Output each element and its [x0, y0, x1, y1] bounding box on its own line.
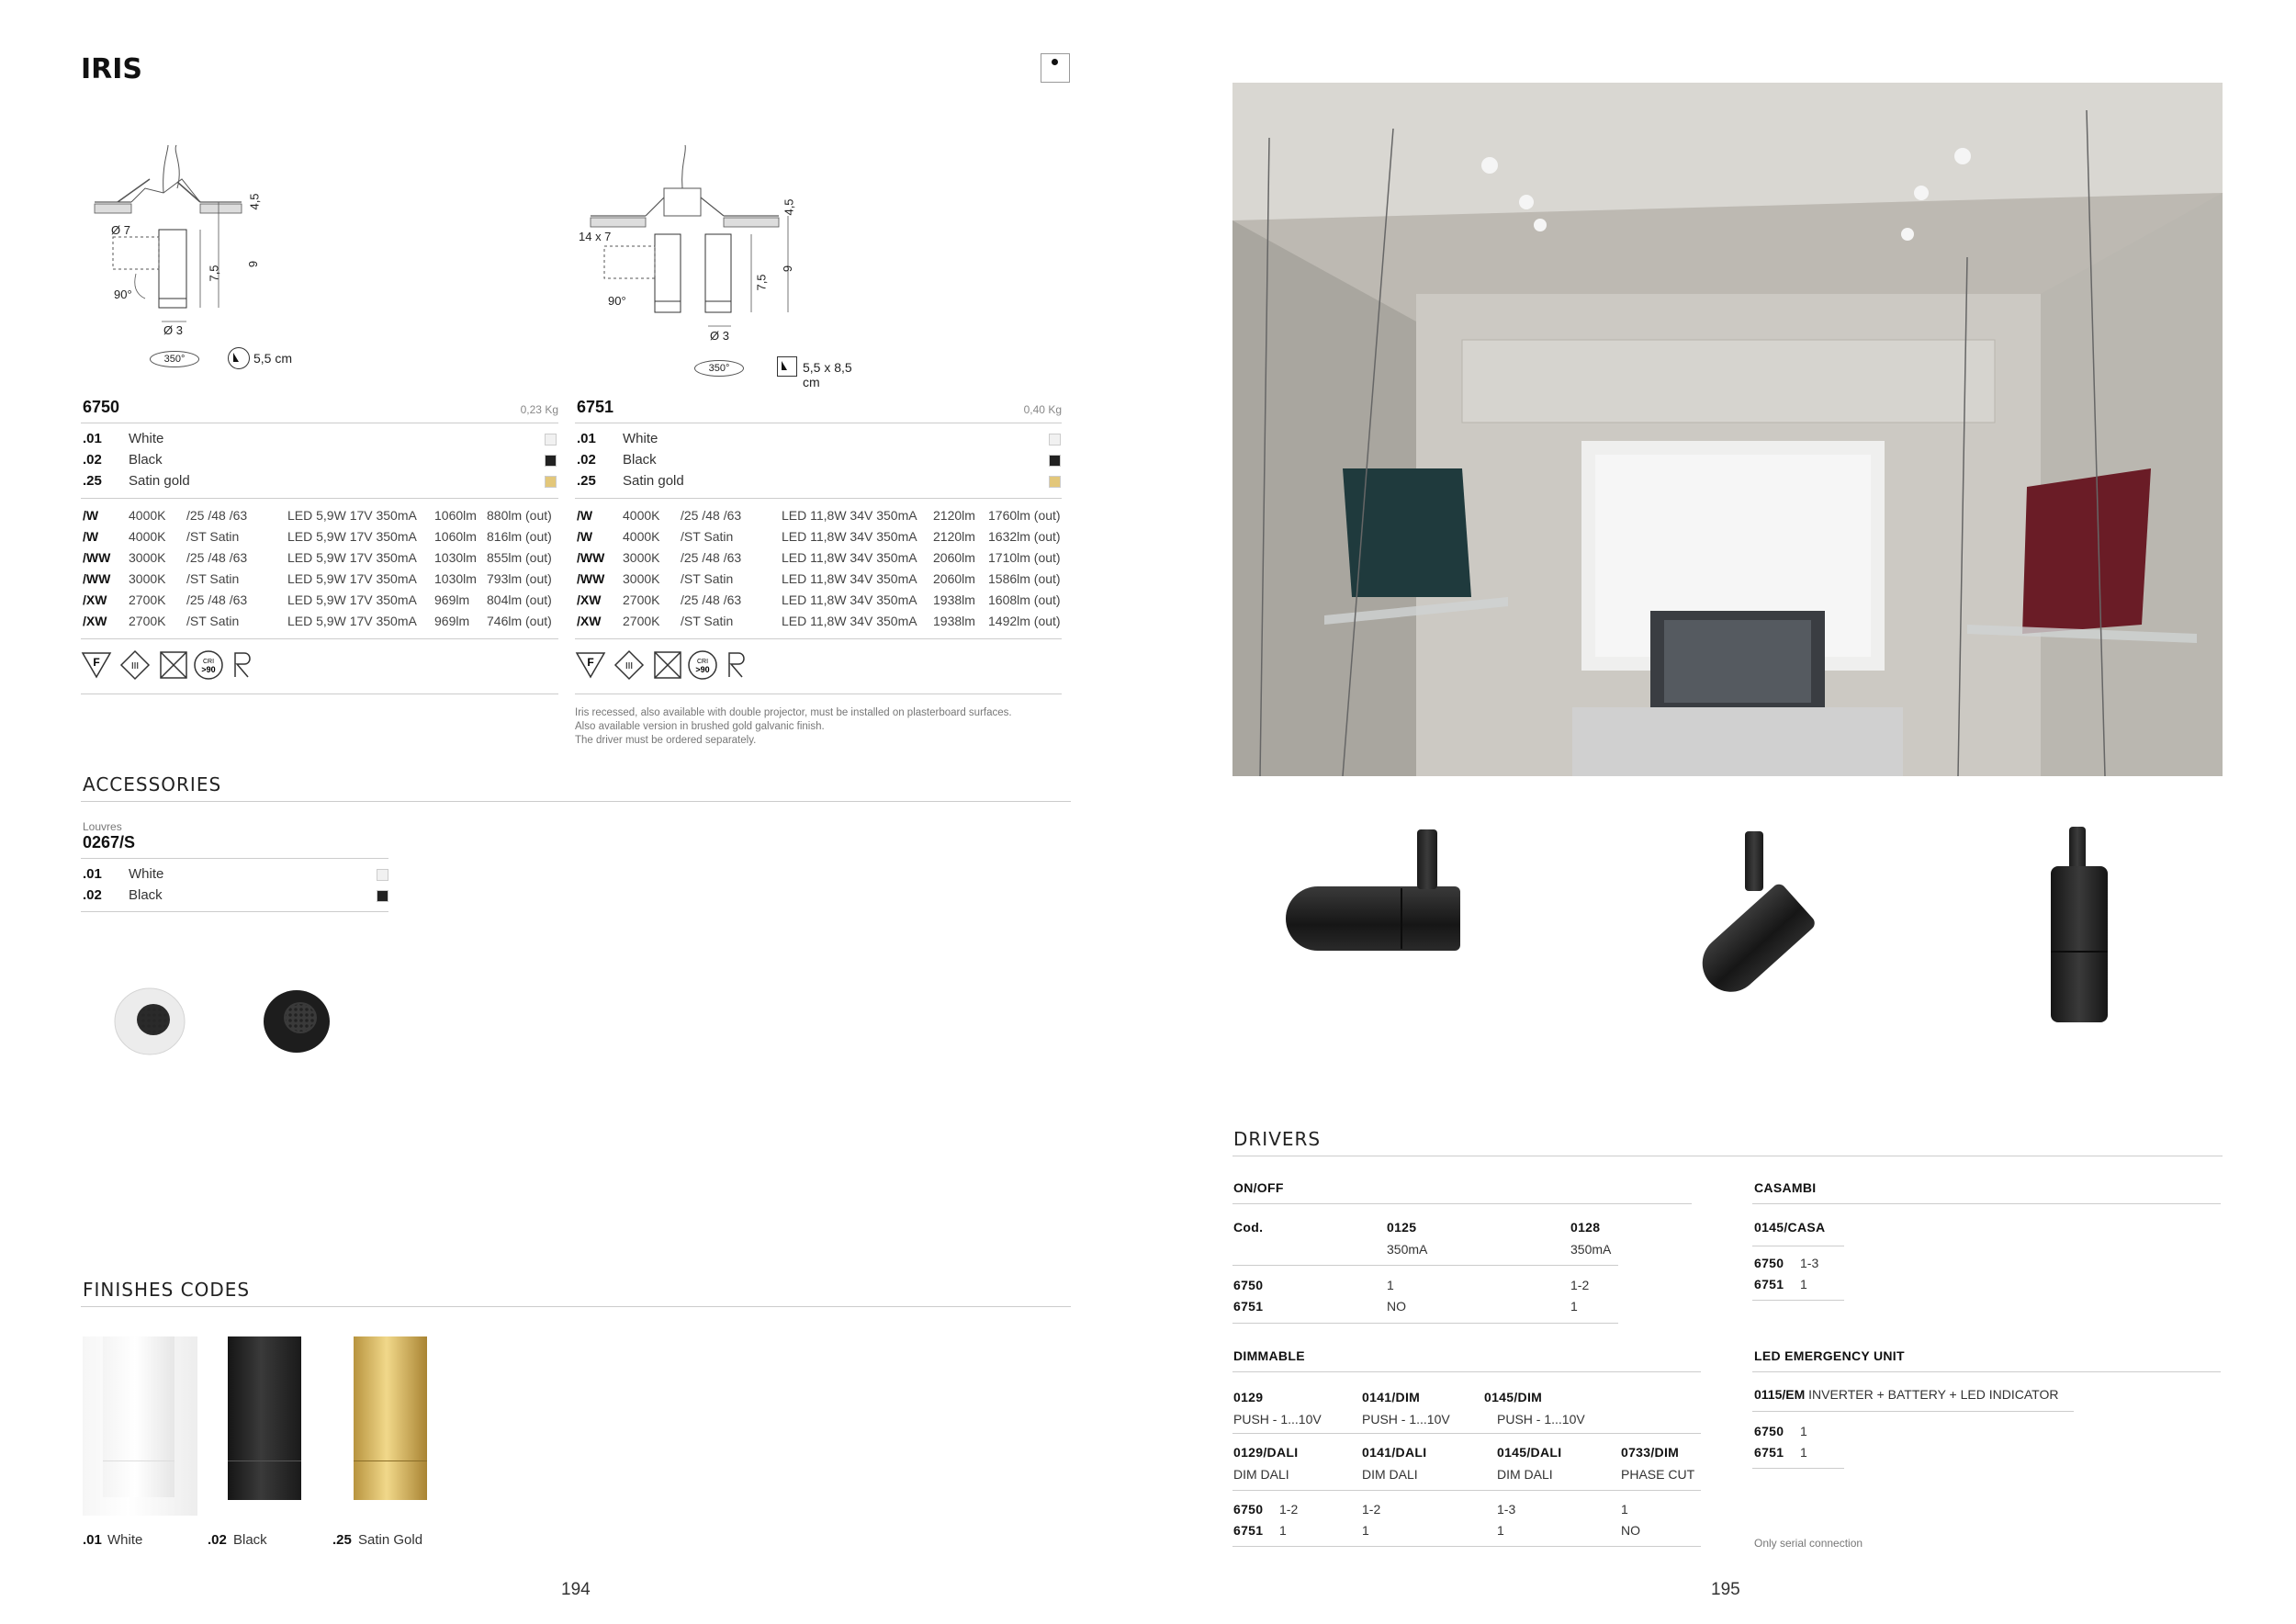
driver-desc: DIM DALI: [1362, 1467, 1418, 1482]
compat-cell: 1: [1497, 1523, 1504, 1538]
spec-cell-led: LED 5,9W 17V 350mA: [287, 529, 417, 544]
drawing-dim-angle: 90°: [114, 288, 132, 301]
finish-label-name: Black: [233, 1532, 267, 1548]
drawing-dim-angle: 90°: [608, 294, 626, 308]
spec-cell-opt: /25 /48 /63: [681, 508, 742, 523]
recessed-icon: [1041, 53, 1070, 83]
driver-code: 0145/CASA: [1754, 1220, 1826, 1235]
louvre-white-image: [96, 974, 207, 1066]
accessory-type: Louvres: [83, 820, 122, 833]
driver-desc: PUSH - 1...10V: [1233, 1412, 1322, 1427]
product-code-cell: 6750: [1233, 1278, 1264, 1292]
certification-icons: [575, 649, 759, 686]
spec-cell-cct: 3000K: [129, 571, 166, 586]
drawing-dim-height: 7,5: [754, 274, 769, 291]
spec-cell-led: LED 5,9W 17V 350mA: [287, 592, 417, 607]
finish-label: .01: [83, 1532, 102, 1548]
spotlight-vertical-image: [2043, 822, 2117, 1033]
spec-cell-code: /W: [577, 529, 593, 544]
color-row: .25: [83, 473, 102, 489]
accessory-color-name: White: [129, 866, 164, 882]
spec-cell-led: LED 11,8W 34V 350mA: [782, 550, 917, 565]
compat-cell: 1-2: [1362, 1502, 1381, 1517]
spec-cell-code: /W: [83, 508, 99, 523]
spec-cell-cct: 4000K: [129, 529, 166, 544]
driver-code: 0733/DIM: [1621, 1445, 1680, 1460]
compat-cell: 1: [1621, 1502, 1628, 1517]
compat-cell: 1: [1387, 1278, 1394, 1292]
product-note: Iris recessed, also available with double projector, must be installed on plasterboard surfaces. Also available version in brushed gold galvanic finish. The driver must be ordered separately.: [575, 707, 1012, 746]
driver-desc: DIM DALI: [1497, 1467, 1553, 1482]
compat-cell: 1: [1800, 1424, 1807, 1438]
class-iii-label: III: [130, 661, 140, 671]
spec-cell-cct: 3000K: [623, 571, 660, 586]
compat-cell: 1-3: [1497, 1502, 1516, 1517]
spec-cell-led: LED 11,8W 34V 350mA: [782, 614, 917, 628]
spec-cell-cct: 3000K: [623, 550, 660, 565]
spec-cell-led: LED 5,9W 17V 350mA: [287, 550, 417, 565]
spec-cell-lm: 1938lm: [933, 614, 975, 628]
driver-desc: PHASE CUT: [1621, 1467, 1695, 1482]
color-row: .25: [577, 473, 596, 489]
drawing-dim-height: 9: [246, 260, 261, 268]
color-swatch-gold: [1049, 476, 1061, 488]
spec-cell-led: LED 5,9W 17V 350mA: [287, 508, 417, 523]
spec-cell-led: LED 5,9W 17V 350mA: [287, 571, 417, 586]
spec-cell-lm: 1060lm: [434, 529, 477, 544]
color-name: White: [623, 431, 658, 446]
spec-cell-cct: 2700K: [129, 614, 166, 628]
spec-cell-led: LED 11,8W 34V 350mA: [782, 592, 917, 607]
spec-cell-code: /WW: [83, 571, 111, 586]
finish-gold-image: [354, 1336, 427, 1500]
spec-cell-cct: 4000K: [129, 508, 166, 523]
spec-cell-cct: 2700K: [129, 592, 166, 607]
spec-cell-opt: /25 /48 /63: [186, 592, 248, 607]
spec-cell-lm: 969lm: [434, 592, 470, 607]
product-code: 6750: [83, 398, 120, 416]
spec-cell-opt: /ST Satin: [186, 614, 240, 628]
driver-code: 0141/DIM: [1362, 1390, 1421, 1404]
spec-cell-out: 1492lm (out): [988, 614, 1061, 628]
dimmable-title: DIMMABLE: [1233, 1348, 1305, 1363]
product-code-cell: 6751: [1233, 1299, 1264, 1314]
finish-label-name: White: [107, 1532, 143, 1548]
page-title: IRIS: [81, 53, 143, 85]
spotlight-horizontal-image: [1286, 822, 1479, 960]
spec-cell-opt: /25 /48 /63: [681, 550, 742, 565]
product-code-cell: 6751: [1754, 1445, 1784, 1460]
spec-cell-lm: 2120lm: [933, 529, 975, 544]
spec-cell-code: /XW: [577, 614, 602, 628]
cri-label: CRI: [696, 659, 709, 665]
finishes-heading: FINISHES CODES: [83, 1279, 251, 1301]
finish-black-image: [228, 1336, 301, 1500]
class-iii-icon: [119, 649, 151, 681]
color-swatch-gold: [545, 476, 557, 488]
spec-cell-code: /XW: [83, 592, 107, 607]
cutout-size: 5,5 cm: [253, 351, 293, 366]
finish-label-name: Satin Gold: [358, 1532, 423, 1548]
class-f-label: F: [587, 656, 594, 669]
spec-cell-led: LED 11,8W 34V 350mA: [782, 529, 917, 544]
color-row: .01: [83, 431, 102, 446]
color-swatch-white: [1049, 434, 1061, 445]
technical-drawing-6751: [577, 138, 871, 389]
page-number: 194: [561, 1580, 591, 1599]
spec-cell-code: /XW: [577, 592, 602, 607]
driver-code: 0141/DALI: [1362, 1445, 1427, 1460]
onoff-title: ON/OFF: [1233, 1180, 1284, 1195]
drivers-footnote: Only serial connection: [1754, 1537, 1863, 1550]
no-insulation-icon: [158, 649, 189, 681]
cri-value: >90: [695, 665, 710, 674]
emergency-driver: [1754, 1387, 2058, 1402]
color-swatch-black: [545, 455, 557, 467]
cri-icon: [193, 649, 224, 681]
spec-cell-out: 1586lm (out): [988, 571, 1061, 586]
color-name: Black: [129, 452, 163, 468]
compat-cell: 1: [1362, 1523, 1369, 1538]
louvre-black-image: [243, 974, 354, 1066]
no-insulation-icon: [652, 649, 683, 681]
cutout-size: 5,5 x 8,5 cm: [803, 360, 852, 389]
spec-cell-code: /XW: [83, 614, 107, 628]
spec-cell-opt: /25 /48 /63: [186, 508, 248, 523]
color-name: Satin gold: [623, 473, 684, 489]
driver-code: 0145/DALI: [1497, 1445, 1562, 1460]
spec-cell-lm: 1060lm: [434, 508, 477, 523]
spec-cell-out: 1608lm (out): [988, 592, 1061, 607]
drawing-dim-diameter: Ø 7: [111, 223, 130, 237]
drawing-dim-height: 9: [781, 265, 795, 273]
finish-label: .02: [208, 1532, 227, 1548]
color-swatch-black: [377, 890, 388, 902]
installation-photo: [1232, 83, 2223, 776]
spec-cell-opt: /ST Satin: [186, 571, 240, 586]
accessories-heading: ACCESSORIES: [83, 773, 222, 795]
spec-cell-led: LED 5,9W 17V 350mA: [287, 614, 417, 628]
color-name: White: [129, 431, 164, 446]
color-name: Black: [623, 452, 657, 468]
driver-code: 0129: [1233, 1390, 1264, 1404]
compat-cell: 1-2: [1570, 1278, 1590, 1292]
spec-cell-code: /WW: [83, 550, 111, 565]
emergency-title: LED EMERGENCY UNIT: [1754, 1348, 1905, 1363]
cri-label: CRI: [202, 659, 215, 665]
product-code-cell: 6751: [1754, 1277, 1784, 1291]
driver-code: 0125: [1387, 1220, 1417, 1235]
driver-desc: INVERTER + BATTERY + LED INDICATOR: [1808, 1387, 2059, 1402]
accessory-code: 0267/S: [83, 833, 136, 851]
spec-cell-led: LED 11,8W 34V 350mA: [782, 571, 917, 586]
spec-cell-out: 1710lm (out): [988, 550, 1061, 565]
finish-white-image: [83, 1336, 197, 1516]
color-swatch-black: [1049, 455, 1061, 467]
spec-cell-cct: 4000K: [623, 529, 660, 544]
spec-cell-out: 804lm (out): [487, 592, 552, 607]
accessory-color-name: Black: [129, 887, 163, 903]
spec-cell-cct: 4000K: [623, 508, 660, 523]
spec-cell-opt: /ST Satin: [186, 529, 240, 544]
spec-cell-out: 1632lm (out): [988, 529, 1061, 544]
class-f-icon: [575, 649, 606, 681]
class-iii-icon: [613, 649, 645, 681]
cutout-icon: [228, 347, 250, 369]
drawing-dim-height: 4,5: [247, 193, 262, 210]
spec-cell-out: 793lm (out): [487, 571, 552, 586]
spec-cell-out: 816lm (out): [487, 529, 552, 544]
rotation-badge: [150, 351, 199, 367]
product-code: 6751: [577, 398, 614, 416]
spec-cell-lm: 969lm: [434, 614, 470, 628]
driver-code: 0145/DIM: [1484, 1390, 1543, 1404]
color-swatch-white: [545, 434, 557, 445]
compat-cell: 1-2: [1279, 1502, 1299, 1517]
spec-cell-led: LED 11,8W 34V 350mA: [782, 508, 917, 523]
compat-cell: 1: [1800, 1445, 1807, 1460]
right-page: [1148, 0, 2296, 1624]
color-row: .01: [577, 431, 596, 446]
spec-cell-out: 880lm (out): [487, 508, 552, 523]
color-row: .02: [83, 452, 102, 468]
rotation-value: 350°: [163, 354, 186, 365]
finish-label: .25: [332, 1532, 352, 1548]
spec-cell-opt: /ST Satin: [681, 529, 734, 544]
product-code-cell: 6750: [1233, 1502, 1264, 1517]
technical-drawing-6750: [81, 138, 310, 377]
spec-cell-lm: 1938lm: [933, 592, 975, 607]
compat-cell: 1: [1570, 1299, 1578, 1314]
driver-desc: DIM DALI: [1233, 1467, 1289, 1482]
color-row: .02: [577, 452, 596, 468]
casambi-title: CASAMBI: [1754, 1180, 1817, 1195]
product-code-cell: 6750: [1754, 1256, 1784, 1270]
spec-cell-out: 746lm (out): [487, 614, 552, 628]
spec-cell-opt: /25 /48 /63: [681, 592, 742, 607]
spec-cell-lm: 2060lm: [933, 571, 975, 586]
driver-code: 0128: [1570, 1220, 1601, 1235]
spec-table: [81, 508, 558, 637]
rohs-r-icon: [722, 649, 753, 681]
compat-cell: 1: [1800, 1277, 1807, 1291]
cri-icon: [687, 649, 718, 681]
spec-cell-out: 1760lm (out): [988, 508, 1061, 523]
color-swatch-white: [377, 869, 388, 881]
drivers-heading: DRIVERS: [1233, 1128, 1322, 1150]
class-f-icon: [81, 649, 112, 681]
spec-cell-lm: 2120lm: [933, 508, 975, 523]
compat-cell: NO: [1621, 1523, 1640, 1538]
spec-cell-lm: 1030lm: [434, 571, 477, 586]
drawing-dim-base: Ø 3: [710, 329, 729, 343]
spotlight-angled-image: [1658, 822, 1841, 1015]
certification-icons: [81, 649, 264, 686]
rohs-r-icon: [228, 649, 259, 681]
drawing-dim-height: 4,5: [782, 198, 796, 216]
spec-cell-code: /WW: [577, 571, 605, 586]
rotation-value: 350°: [708, 363, 730, 374]
compat-cell: 1: [1279, 1523, 1287, 1538]
spec-cell-lm: 2060lm: [933, 550, 975, 565]
compat-cell: 1-3: [1800, 1256, 1819, 1270]
color-name: Satin gold: [129, 473, 190, 489]
drawing-dim-size: 14 x 7: [579, 230, 612, 243]
driver-desc: PUSH - 1...10V: [1497, 1412, 1585, 1427]
compat-cell: NO: [1387, 1299, 1406, 1314]
driver-current: 350mA: [1570, 1242, 1612, 1257]
page-number: 195: [1711, 1580, 1740, 1599]
accessory-color-row: .02: [83, 887, 102, 903]
spec-cell-cct: 2700K: [623, 592, 660, 607]
product-code-cell: 6750: [1754, 1424, 1784, 1438]
spec-cell-code: /W: [83, 529, 99, 544]
cutout-icon: [777, 356, 797, 377]
product-code-cell: 6751: [1233, 1523, 1264, 1538]
class-f-label: F: [93, 656, 100, 669]
rotation-badge: [694, 360, 744, 377]
spec-cell-code: /W: [577, 508, 593, 523]
drawing-dim-height: 7,5: [207, 265, 221, 282]
drawing-dim-base: Ø 3: [163, 323, 183, 337]
driver-code: 0115/EM: [1754, 1387, 1806, 1402]
spec-cell-opt: /ST Satin: [681, 571, 734, 586]
driver-current: 350mA: [1387, 1242, 1428, 1257]
product-weight: 0,23 Kg: [520, 403, 558, 416]
spec-cell-opt: /ST Satin: [681, 614, 734, 628]
driver-desc: PUSH - 1...10V: [1362, 1412, 1450, 1427]
cod-label: Cod.: [1233, 1220, 1264, 1235]
spec-cell-cct: 2700K: [623, 614, 660, 628]
spec-cell-lm: 1030lm: [434, 550, 477, 565]
spec-cell-cct: 3000K: [129, 550, 166, 565]
product-weight: 0,40 Kg: [1023, 403, 1062, 416]
spec-table: [575, 508, 1062, 637]
accessory-color-row: .01: [83, 866, 102, 882]
spec-cell-out: 855lm (out): [487, 550, 552, 565]
driver-code: 0129/DALI: [1233, 1445, 1299, 1460]
class-iii-label: III: [625, 661, 634, 671]
spec-cell-code: /WW: [577, 550, 605, 565]
cri-value: >90: [201, 665, 216, 674]
spec-cell-opt: /25 /48 /63: [186, 550, 248, 565]
